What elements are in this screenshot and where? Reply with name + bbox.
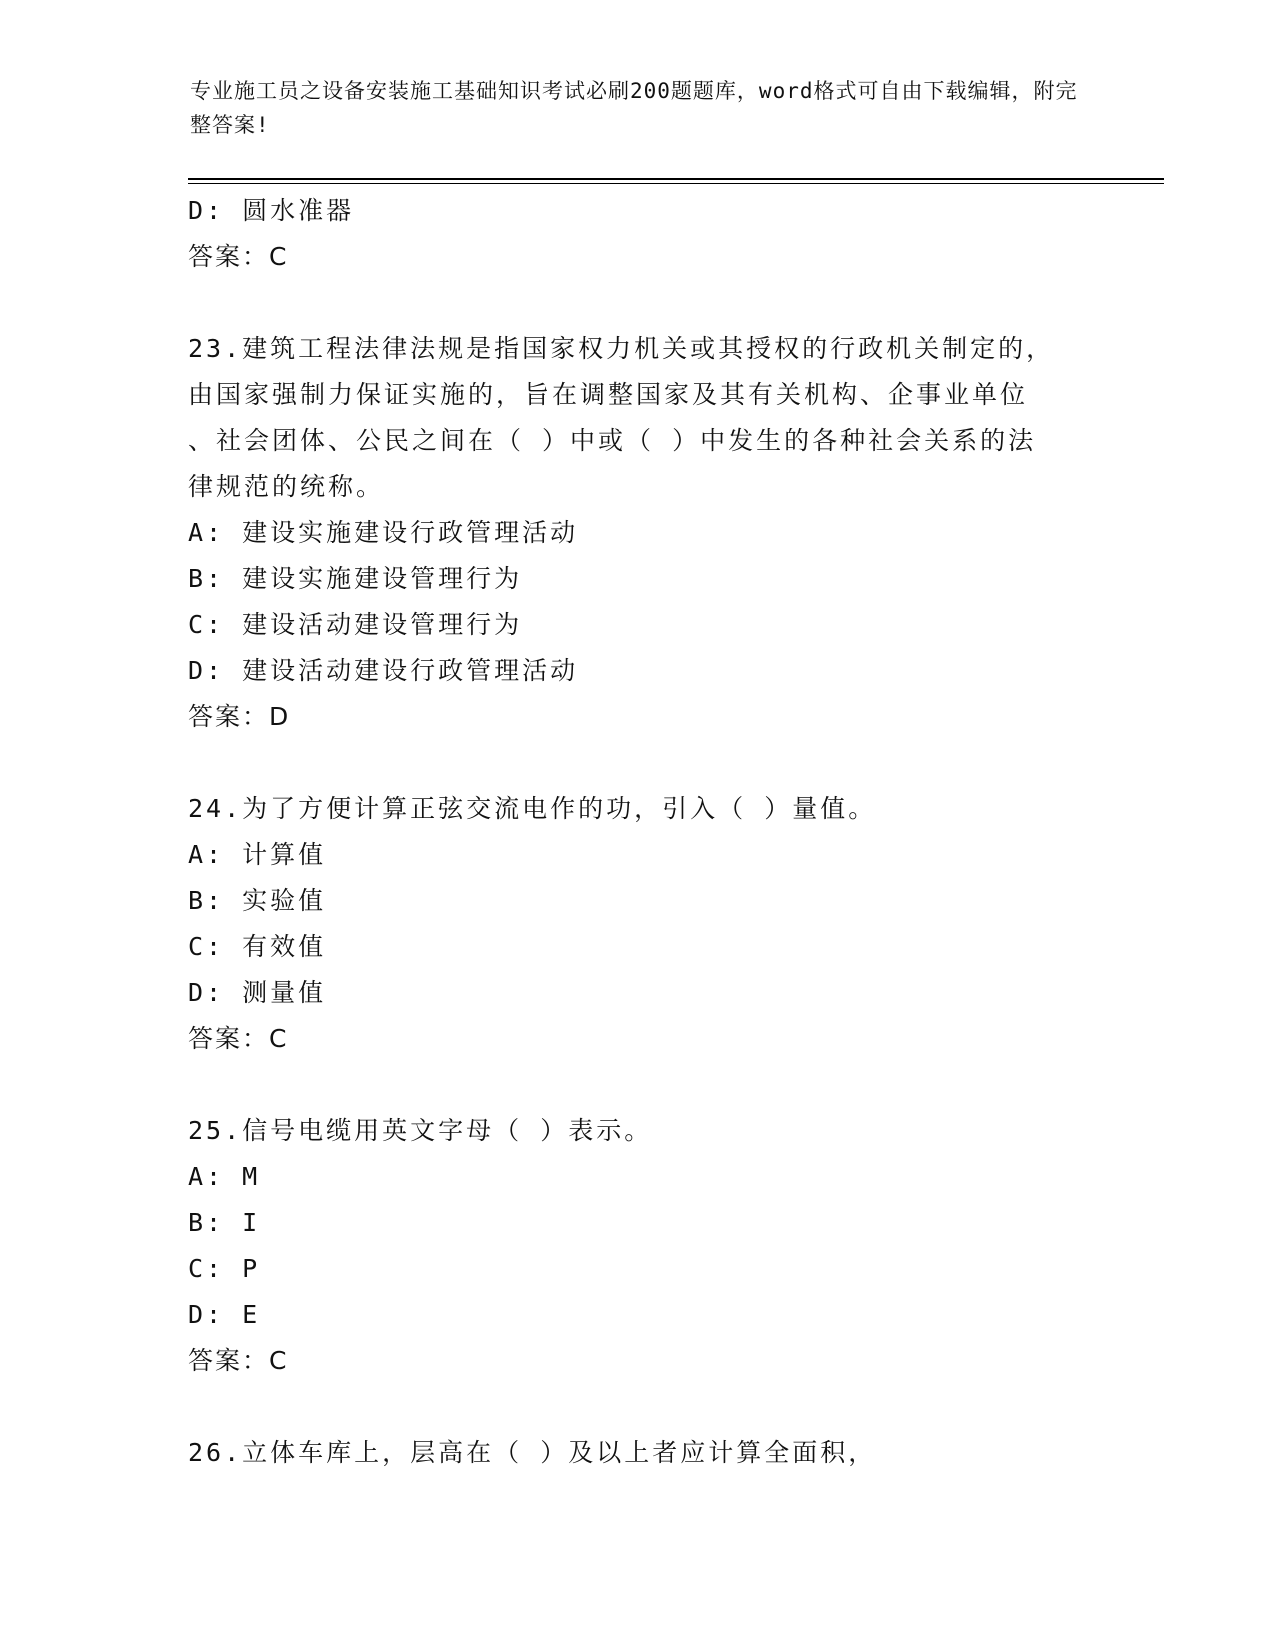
header-rule-thin [188,183,1164,184]
option-c: C: P [188,1254,261,1283]
header-rule-thick [188,178,1164,180]
spacer [188,740,1088,786]
option-b: B: I [188,1208,261,1237]
question-text: 24.为了方便计算正弦交流电作的功，引入（ ）量值。 [188,794,877,823]
carryover-option-d: D: 圆水准器 [188,196,355,225]
question-23 [188,326,1088,740]
question-list [188,188,1088,1476]
spacer [188,1384,1088,1430]
question-text: 25.信号电缆用英文字母（ ）表示。 [188,1116,653,1145]
spacer [188,1062,1088,1108]
question-text-line: 23.建筑工程法律法规是指国家权力机关或其授权的行政机关制定的， [188,334,1055,363]
question-text: 26.立体车库上，层高在（ ）及以上者应计算全面积， [188,1438,877,1467]
document-header: 专业施工员之设备安装施工基础知识考试必刷200题题库，word格式可自由下载编辑，附完整答案! [190,79,1078,137]
option-a: A: 建设实施建设行政管理活动 [188,518,579,547]
question-24 [188,786,1088,1062]
question-25 [188,1108,1088,1384]
option-b: B: 实验值 [188,886,327,915]
option-d: D: E [188,1300,261,1329]
option-a: A: M [188,1162,261,1191]
question-26 [188,1430,1088,1476]
spacer [188,280,1088,326]
answer: 答案：D [188,702,291,731]
answer: 答案：C [188,1024,289,1053]
question-text-line: 律规范的统称。 [188,472,385,501]
carryover-answer: 答案：C [188,242,289,271]
option-d: D: 建设活动建设行政管理活动 [188,656,579,685]
option-c: C: 有效值 [188,932,327,961]
option-c: C: 建设活动建设管理行为 [188,610,523,639]
answer: 答案：C [188,1346,289,1375]
question-text-line: 、社会团体、公民之间在（ ）中或（ ）中发生的各种社会关系的法 [188,426,1037,455]
option-b: B: 建设实施建设管理行为 [188,564,523,593]
question-text-line: 由国家强制力保证实施的，旨在调整国家及其有关机构、企事业单位 [188,380,1029,409]
option-a: A: 计算值 [188,840,327,869]
option-d: D: 测量值 [188,978,327,1007]
